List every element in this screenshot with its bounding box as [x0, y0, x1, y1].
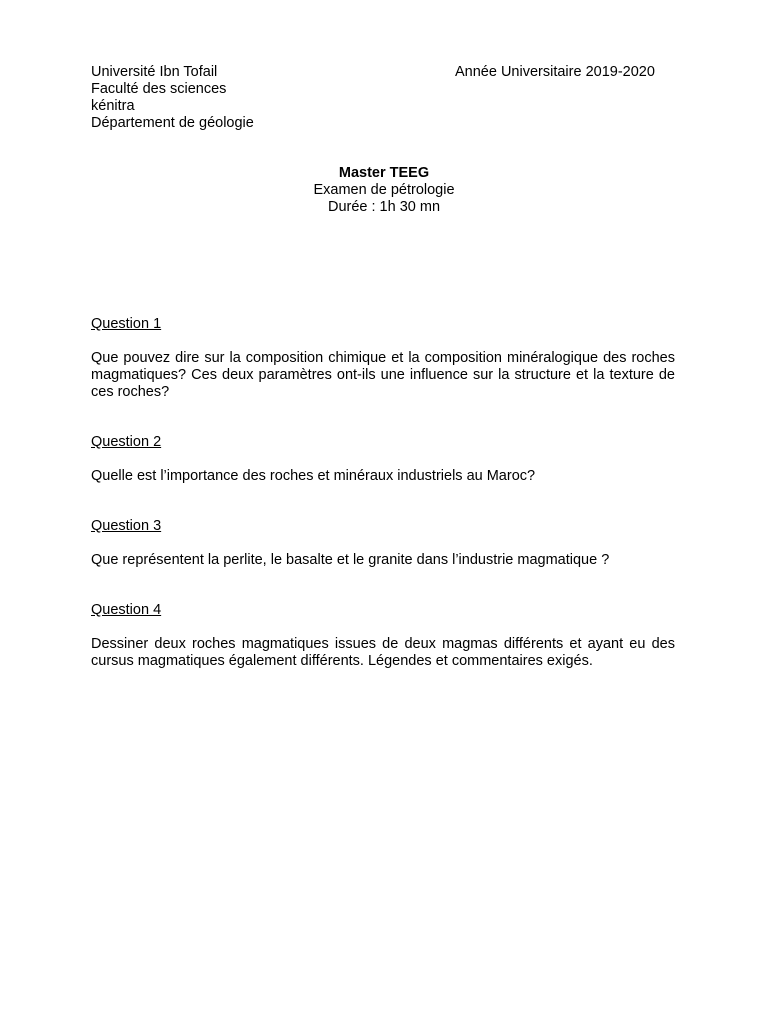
city-name: kénitra: [91, 98, 135, 114]
exam-title: Examen de pétrologie: [313, 182, 455, 198]
question-text: Que pouvez dire sur la composition chimique et la composition minéralogique des roches magmatiques? Ces deux paramètres ont-ils une influence sur la structure et la texture de ces roches?: [91, 350, 675, 400]
question-heading: Question 4: [91, 602, 162, 618]
question-1: [91, 316, 675, 401]
question-2: [91, 434, 675, 485]
question-text: Dessiner deux roches magmatiques issues de deux magmas différents et ayant eu des cursus magmatiques également différents. Légendes et commentaires exigés.: [91, 636, 675, 669]
question-heading: Question 2: [91, 434, 162, 450]
question-heading: Question 3: [91, 518, 162, 534]
institution-header: [91, 64, 254, 132]
question-3: [91, 518, 675, 569]
department-name: Département de géologie: [91, 115, 254, 131]
program-title: Master TEEG: [338, 165, 430, 181]
question-text: Quelle est l’importance des roches et minéraux industriels au Maroc?: [91, 468, 536, 484]
academic-year: Année Universitaire 2019-2020: [455, 64, 655, 80]
question-heading: Question 1: [91, 316, 162, 332]
question-text: Que représentent la perlite, le basalte et le granite dans l’industrie magmatique ?: [91, 552, 610, 568]
question-4: [91, 602, 675, 670]
exam-title-block: [0, 165, 768, 216]
university-name: Université Ibn Tofail: [91, 64, 218, 80]
exam-duration: Durée : 1h 30 mn: [327, 199, 441, 215]
faculty-name: Faculté des sciences: [91, 81, 227, 97]
